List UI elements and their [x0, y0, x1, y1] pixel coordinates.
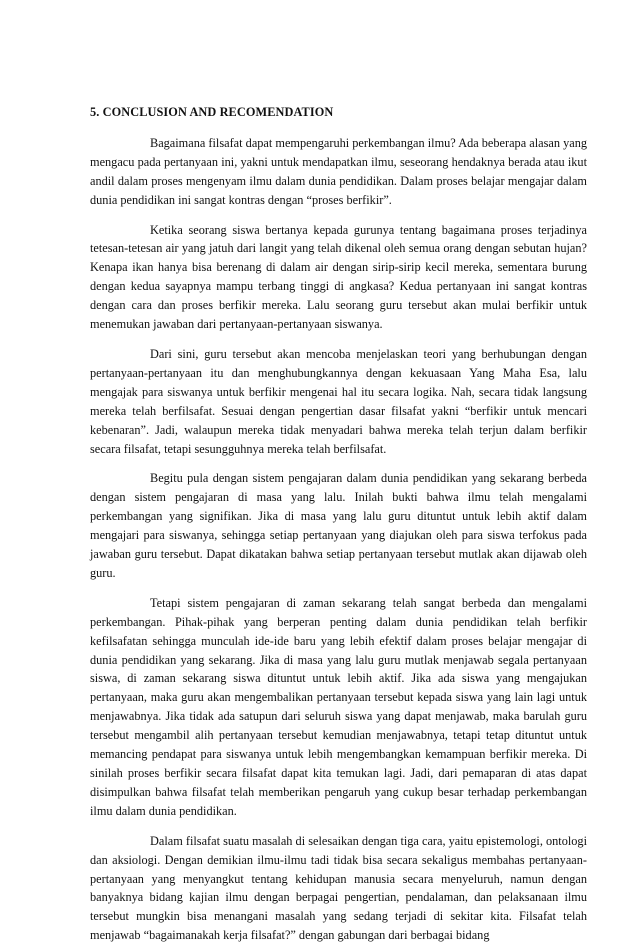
section-heading: 5. CONCLUSION AND RECOMENDATION — [90, 105, 334, 119]
paragraph: Bagaimana filsafat dapat mempengaruhi perkembangan ilmu? Ada beberapa alasan yang mengacu pada pertanyaan ini, yakni untuk mendapatkan ilmu, seseorang hendaknya berada atau ikut andil dalam proses mengenyam ilmu dalam dunia pendidikan. Dalam proses belajar mengajar dalam dunia pendidikan ini sangat kontras dengan “proses berfikir”. — [90, 135, 587, 207]
paragraph: Tetapi sistem pengajaran di zaman sekarang telah sangat berbeda dan mengalami perkembangan. Pihak-pihak yang berperan penting dalam dunia pendidikan telah berfikir kefilsafatan sehingga munculah ide-ide baru yang lebih efektif dalam proses belajar mengajar di dunia pendidikan yang sekarang. Jika di masa yang lalu guru mutlak menjawab segala pertanyaan siswa, di zaman sekarang siswa dituntut untuk lebih aktif. Jika ada siswa yang mengajukan pertanyaan, maka guru akan mengembalikan pertanyaan tersebut kepada siswa yang lain lagi untuk menjawabnya. Jika tidak ada satupun dari seluruh siswa yang dapat menjawab, maka barulah guru tersebut mengambil alih pertanyaan tersebut kemudian menjawabnya, tetapi tetap dituntut untuk memancing pendapat para siswanya untuk lebih mengembangkan kemampuan berfikir mereka. Di sinilah proses berfikir secara filsafat dapat kita temukan lagi. Jadi, dari pemaparan di atas dapat disimpulkan bahwa filsafat telah memberikan pengaruh yang cukup besar terhadap perkembangan ilmu dalam dunia pendidikan. — [90, 595, 587, 818]
paragraph: Begitu pula dengan sistem pengajaran dalam dunia pendidikan yang sekarang berbeda dengan sistem pengajaran di masa yang lalu. Inilah bukti bahwa ilmu telah mengalami perkembangan yang signifikan. Jika di masa yang lalu guru dituntut untuk lebih aktif dalam mengajari para siswanya, sehingga setiap pertanyaan yang diajukan oleh para siswa terfokus pada jawaban guru tersebut. Dapat dikatakan bahwa setiap pertanyaan tersebut mutlak akan dijawab oleh guru. — [90, 471, 587, 580]
document-body — [90, 103, 587, 945]
paragraph: Ketika seorang siswa bertanya kepada gurunya tentang bagaimana proses terjadinya tetesan-tetesan air yang jatuh dari langit yang telah dikenal oleh semua orang dengan sebutan hujan? Kenapa ikan hanya bisa berenang di dalam air dengan sirip-sirip kecil mereka, sementara burung dengan kedua sayapnya mampu terbang tinggi di angkasa? Kedua pertanyaan ini sangat kontras dengan cara dan proses berfikir mereka. Lalu seorang guru tersebut akan mulai berfikir untuk menemukan jawaban dari pertanyaan-pertanyaan siswanya. — [90, 222, 587, 332]
paragraph: Dalam filsafat suatu masalah di selesaikan dengan tiga cara, yaitu epistemologi, ontologi dan aksiologi. Dengan demikian ilmu-ilmu tadi tidak bisa secara sekaligus membahas pertanyaan-pertanyaan yang menyangkut tentang kehidupan manusia secara menyeluruh, namun dengan banyaknya bidang kajian ilmu dengan berpagai pengertian, pendalaman, dan pelaksanaan ilmu tersebut mungkin bisa menangani masalah yang sedang terjadi di sekitar kita. Filsafat telah menjawab “bagaimanakah kerja filsafat?” dengan gabungan dari berbagai bidang — [90, 833, 587, 943]
paragraph: Dari sini, guru tersebut akan mencoba menjelaskan teori yang berhubungan dengan pertanyaan-pertanyaan itu dan menghubungkannya dengan kekuasaan Yang Maha Esa, lalu mengajak para siswanya untuk berfikir mengenai hal itu secara logika. Nah, secara tidak langsung mereka telah berfilsafat. Sesuai dengan pengertian dasar filsafat yakni “berfikir untuk mencari kebenaran”. Jadi, walaupun mereka tidak menyadari bahwa mereka telah terjun dalam berfikir secara filsafat, tetapi sesungguhnya mereka telah berfilsafat. — [90, 346, 587, 456]
